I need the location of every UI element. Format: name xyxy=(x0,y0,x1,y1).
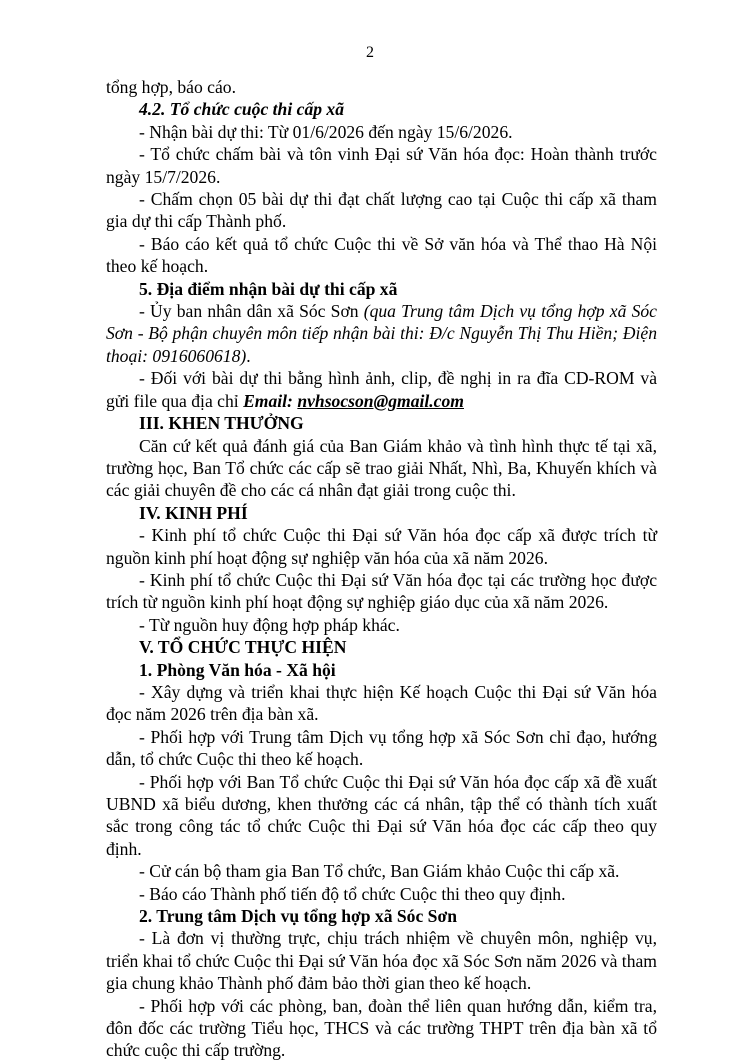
paragraph: - Phối hợp với Ban Tổ chức Cuộc thi Đại sứ Văn hóa đọc cấp xã đề xuất UBND xã biểu dương, khen thưởng các cá nhân, tập thể có thành tích xuất sắc trong công tác tổ chức Cuộc thi Đại sứ Văn hóa đọc các cấp theo quy định. xyxy=(106,771,657,859)
paragraph-continuation: tổng hợp, báo cáo. xyxy=(106,77,236,97)
section-heading-iii: III. KHEN THƯỞNG xyxy=(139,413,304,434)
paragraph: - Nhận bài dự thi: Từ 01/6/2026 đến ngày 15/6/2026. xyxy=(139,121,513,142)
section-heading-5: 5. Địa điểm nhận bài dự thi cấp xã xyxy=(139,278,398,299)
paragraph: - Phối hợp với Trung tâm Dịch vụ tổng hợp xã Sóc Sơn chỉ đạo, hướng dẫn, tổ chức Cuộc thi theo kế hoạch. xyxy=(106,726,657,770)
paragraph: - Báo cáo kết quả tổ chức Cuộc thi về Sở văn hóa và Thể thao Hà Nội theo kế hoạch. xyxy=(106,233,657,277)
paragraph: - Chấm chọn 05 bài dự thi đạt chất lượng cao tại Cuộc thi cấp xã tham gia dự thi cấp Thành phố. xyxy=(106,189,657,232)
subsection-heading-2: 2. Trung tâm Dịch vụ tổng hợp xã Sóc Sơn xyxy=(139,906,457,927)
section-heading-4-2: 4.2. Tổ chức cuộc thi cấp xã xyxy=(139,99,345,120)
paragraph: - Phối hợp với các phòng, ban, đoàn thể liên quan hướng dẫn, kiểm tra, đôn đốc các trường Tiểu học, THCS và các trường THPT trên địa bàn xã tổ chức cuộc thi cấp trường. xyxy=(106,995,657,1061)
address-text: - Ủy ban nhân dân xã Sóc Sơn xyxy=(139,301,364,322)
paragraph: - Cử cán bộ tham gia Ban Tổ chức, Ban Giám khảo Cuộc thi cấp xã. xyxy=(139,861,620,882)
paragraph: - Kinh phí tổ chức Cuộc thi Đại sứ Văn hóa đọc tại các trường học được trích từ nguồn kinh phí hoạt động sự nghiệp giáo dục của xã năm 2026. xyxy=(106,569,657,613)
paragraph: - Tổ chức chấm bài và tôn vinh Đại sứ Văn hóa đọc: Hoàn thành trước ngày 15/7/2026. xyxy=(106,144,657,187)
paragraph: - Kinh phí tổ chức Cuộc thi Đại sứ Văn hóa đọc cấp xã được trích từ nguồn kinh phí hoạt động sự nghiệp văn hóa của xã năm 2026. xyxy=(106,525,657,568)
address-tail: . xyxy=(246,345,251,366)
paragraph: - Từ nguồn huy động hợp pháp khác. xyxy=(139,614,400,635)
section-heading-iv: IV. KINH PHÍ xyxy=(139,502,248,523)
email-label: Email: xyxy=(243,390,298,411)
paragraph-address xyxy=(106,300,657,367)
section-heading-v: V. TỔ CHỨC THỰC HIỆN xyxy=(139,637,347,658)
page-number: 2 xyxy=(366,44,374,61)
paragraph: - Xây dựng và triển khai thực hiện Kế hoạch Cuộc thi Đại sứ Văn hóa đọc năm 2026 trên địa bàn xã. xyxy=(106,681,657,725)
subsection-heading-1: 1. Phòng Văn hóa - Xã hội xyxy=(139,659,336,680)
paragraph: - Là đơn vị thường trực, chịu trách nhiệm về chuyên môn, nghiệp vụ, triển khai tổ chức Cuộc thi Đại sứ Văn hóa đọc xã Sóc Sơn năm 2026 và tham gia chung khảo Thành phố đảm bảo thời gian theo kế hoạch. xyxy=(106,928,657,994)
email-link[interactable]: nvhsocson@gmail.com xyxy=(297,390,464,411)
address-italic: (qua Trung tâm Dịch vụ tổng hợp xã Sóc Sơn - Bộ phận chuyên môn tiếp nhận bài thi: Đ/c Nguyễn Thị Thu Hiền; Điện thoại: 0916060618) xyxy=(106,301,657,366)
paragraph: - Báo cáo Thành phố tiến độ tổ chức Cuộc thi theo quy định. xyxy=(139,883,566,904)
document-body xyxy=(106,76,657,1062)
paragraph: Căn cứ kết quả đánh giá của Ban Giám khảo và tình hình thực tế tại xã, trường học, Ban Tổ chức các cấp sẽ trao giải Nhất, Nhì, Ba, Khuyến khích và các giải chuyên đề cho các cá nhân đạt giải trong cuộc thi. xyxy=(106,435,657,501)
email-text: - Đối với bài dự thi bằng hình ảnh, clip, đề nghị in ra đĩa CD-ROM và gửi file qua địa chỉ xyxy=(106,368,657,411)
paragraph-email xyxy=(106,367,657,412)
